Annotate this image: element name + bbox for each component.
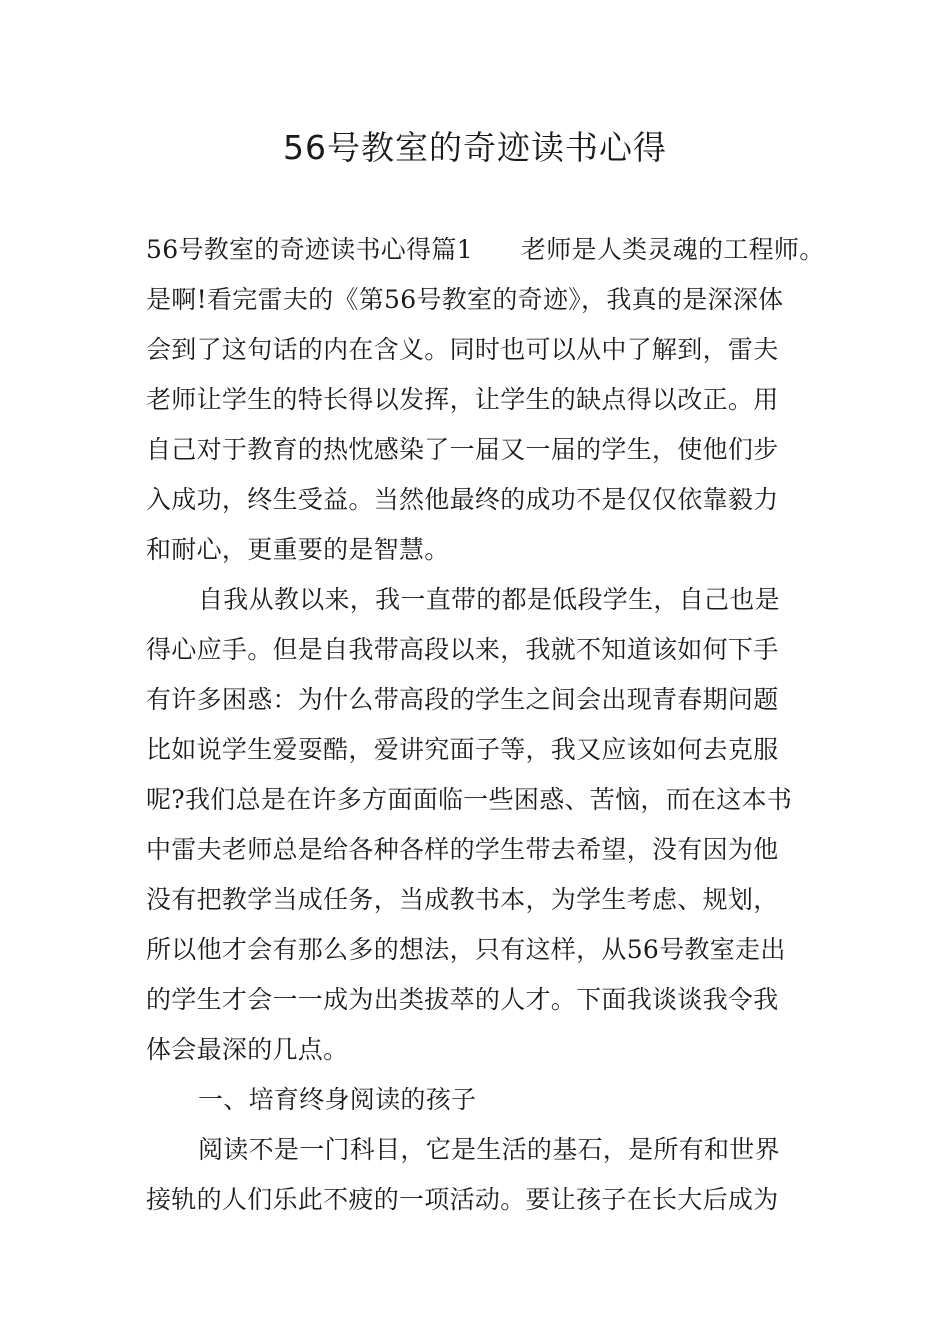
paragraph-line: 入成功，终生受益。当然他最终的成功不是仅仅依靠毅力 bbox=[146, 485, 779, 514]
paragraph-line: 有许多困惑：为什么带高段的学生之间会出现青春期问题 bbox=[146, 685, 779, 714]
paragraph-line: 会到了这句话的内在含义。同时也可以从中了解到，雷夫 bbox=[146, 335, 779, 364]
paragraph-line: 体会最深的几点。 bbox=[146, 1035, 349, 1064]
section-heading: 56号教室的奇迹读书心得篇1 bbox=[146, 235, 473, 264]
paragraph-text: 老师是人类灵魂的工程师。 bbox=[520, 235, 825, 264]
paragraph-line: 自己对于教育的热忱感染了一届又一届的学生，使他们步 bbox=[146, 435, 779, 464]
paragraph-line: 老师让学生的特长得以发挥，让学生的缺点得以改正。用 bbox=[146, 385, 779, 414]
paragraph-line: 的学生才会一一成为出类拔萃的人才。下面我谈谈我令我 bbox=[146, 985, 779, 1014]
paragraph-line: 比如说学生爱耍酷，爱讲究面子等，我又应该如何去克服 bbox=[146, 735, 779, 764]
paragraph-line: 和耐心，更重要的是智慧。 bbox=[146, 535, 450, 564]
paragraph-line: 没有把教学当成任务，当成教书本，为学生考虑、规划， bbox=[146, 885, 779, 914]
paragraph-line: 呢?我们总是在许多方面面临一些困惑、苦恼，而在这本书 bbox=[146, 785, 793, 814]
document-body bbox=[146, 225, 826, 1225]
paragraph-line: 接轨的人们乐此不疲的一项活动。要让孩子在长大后成为 bbox=[146, 1185, 779, 1214]
paragraph-line: 中雷夫老师总是给各种各样的学生带去希望，没有因为他 bbox=[146, 835, 779, 864]
paragraph-line: 所以他才会有那么多的想法，只有这样，从56号教室走出 bbox=[146, 935, 786, 964]
paragraph-line: 自我从教以来，我一直带的都是低段学生，自己也是 bbox=[198, 585, 780, 614]
subsection-heading: 一、培育终身阅读的孩子 bbox=[198, 1085, 477, 1114]
paragraph-line: 阅读不是一门科目，它是生活的基石，是所有和世界 bbox=[198, 1135, 780, 1164]
paragraph-line: 是啊!看完雷夫的《第56号教室的奇迹》，我真的是深深体 bbox=[146, 285, 784, 314]
paragraph-line: 得心应手。但是自我带高段以来，我就不知道该如何下手 bbox=[146, 635, 779, 664]
document-title: 56号教室的奇迹读书心得 bbox=[283, 128, 667, 167]
paragraph-line bbox=[146, 225, 826, 275]
